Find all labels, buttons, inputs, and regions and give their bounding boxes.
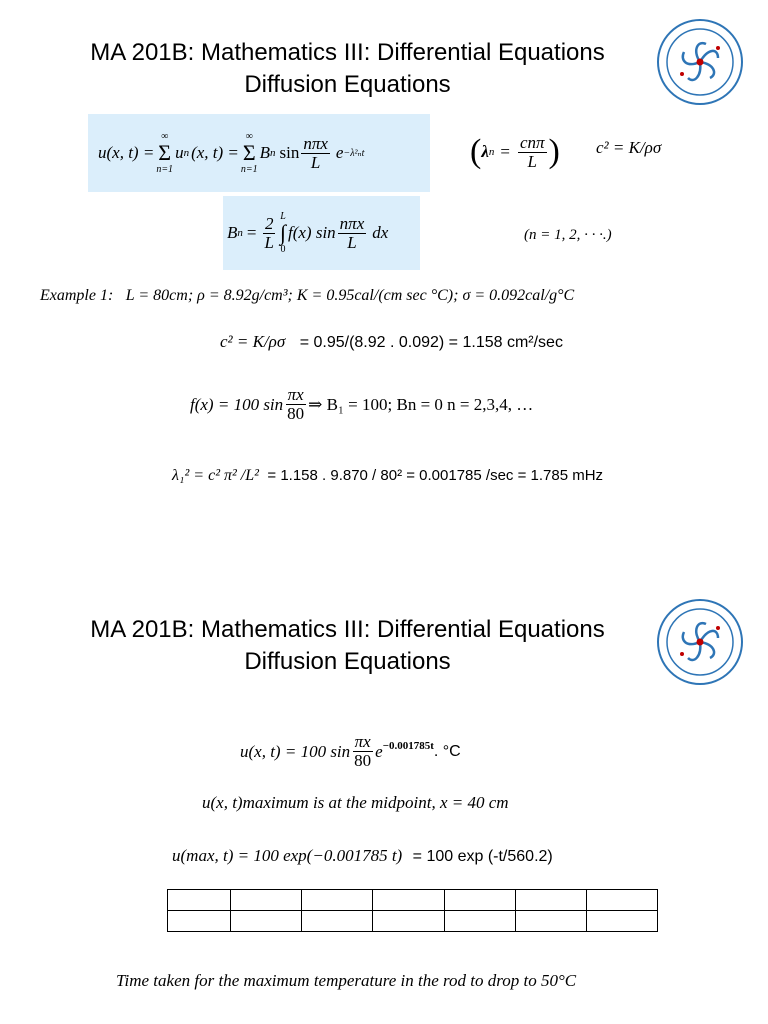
table-cell — [373, 890, 444, 911]
lambda-calc-rhs: = 1.158 . 9.870 / 80² = 0.001785 /sec = 1.785 mHz — [267, 467, 604, 484]
series-bn-sub: n — [270, 147, 276, 159]
c2-calc-lhs: c² = K/ρσ — [220, 332, 286, 351]
bn-formula-box — [223, 196, 420, 270]
table-cell — [373, 911, 444, 932]
table-cell — [302, 911, 373, 932]
series-exp-power: −λ²ₙt — [343, 147, 365, 159]
lambda-num: cnπ — [519, 132, 545, 152]
slide1-title-line1: MA 201B: Mathematics III: Differential Equations — [90, 39, 605, 66]
bn-coef-num: 2 — [264, 213, 274, 233]
slide2-title-line2: Diffusion Equations — [244, 648, 451, 675]
bn-fraction — [338, 215, 367, 252]
sol-fraction — [352, 733, 373, 770]
time-taken-text: Time taken for the maximum temperature in the rod to drop to 50°C — [116, 971, 577, 990]
integral-bottom: 0 — [280, 244, 286, 255]
sum-bottom-2: n=1 — [240, 164, 258, 175]
fx-lhs: f(x) = 100 sin — [190, 394, 284, 414]
series-un: u — [175, 143, 184, 162]
institute-logo — [656, 18, 744, 106]
lambda-calc-lhs: λ₁² = c² π² /L² — [172, 467, 259, 484]
table-row — [168, 911, 658, 932]
series-lhs: u(x, t) = — [98, 143, 155, 162]
n-range: (n = 1, 2, · · ·.) — [524, 227, 612, 243]
table-cell — [302, 890, 373, 911]
sum-symbol-2: ∞ Σ n=1 — [240, 131, 258, 175]
table-row — [168, 890, 658, 911]
series-formula-box — [88, 114, 430, 192]
bn-lhs-sub: n — [237, 227, 243, 239]
fx-den: 80 — [287, 404, 305, 423]
example-text: L = 80cm; ρ = 8.92g/cm³; K = 0.95cal/(cm sec °C); σ = 0.092cal/g°C — [125, 287, 575, 304]
table-cell — [168, 911, 231, 932]
sol-power: −0.001785t — [382, 739, 434, 752]
table-cell — [586, 890, 657, 911]
table-cell — [444, 890, 515, 911]
bn-lhs: B — [227, 223, 238, 242]
series-fraction — [301, 135, 330, 172]
midpoint-text: u(x, t)maximum is at the midpoint, x = 40 cm — [202, 793, 509, 812]
slide1-title-line2: Diffusion Equations — [244, 71, 451, 98]
series-bn: B — [259, 143, 271, 162]
slide2-title-line1: MA 201B: Mathematics III: Differential Equations — [90, 616, 605, 643]
lambda-fraction — [518, 134, 547, 171]
max-temperature-line — [172, 846, 553, 866]
sum-top-1: ∞ — [161, 131, 169, 142]
empty-table — [167, 889, 658, 932]
lambda-n-formula: ( λ n = $\frac{\text{cnπ}}{L}$ ) — [470, 132, 560, 171]
fx-rhs: ⇒ B₁ = 100; Bn = 0 n = 2,3,4, … — [308, 394, 534, 414]
series-exp: e — [335, 143, 344, 162]
max-lhs: u(max, t) = 100 exp(−0.001785 t) — [172, 846, 403, 865]
sum-bottom-1: n=1 — [156, 164, 174, 175]
series-frac-den: L — [310, 152, 321, 172]
max-rhs: = 100 exp (-t/560.2) — [412, 848, 553, 865]
bn-body: f(x) sin — [287, 223, 336, 242]
bn-dx: dx — [372, 223, 389, 242]
table-cell — [231, 890, 302, 911]
c2-calc-rhs: = 0.95/(8.92 . 0.092) = 1.158 cm²/sec — [299, 334, 563, 351]
bn-coef-fraction — [262, 215, 275, 252]
sol-exp: e — [375, 741, 383, 761]
bn-eq: = — [246, 223, 257, 242]
bn-frac-den: L — [347, 232, 357, 252]
c-squared-formula: c² = K/ρσ — [596, 138, 662, 157]
table-cell — [515, 911, 586, 932]
sol-den: 80 — [354, 751, 372, 770]
series-sin: sin — [279, 143, 300, 162]
integral-top: L — [280, 211, 286, 222]
lambda-eq: = — [500, 142, 510, 161]
table-cell — [231, 911, 302, 932]
lambda-sub: n — [488, 146, 495, 158]
sum-top-2: ∞ — [245, 131, 253, 142]
sol-num: πx — [354, 732, 371, 751]
lambda-calculation — [172, 467, 603, 485]
institute-logo-2 — [656, 598, 744, 686]
fx-fraction — [285, 386, 306, 423]
bn-frac-num: nπx — [339, 213, 365, 233]
sol-lhs: u(x, t) = 100 sin — [240, 741, 351, 761]
solution-formula — [240, 733, 461, 770]
example-label: Example 1: — [40, 287, 114, 304]
integral-symbol: L ∫ 0 — [279, 211, 286, 255]
c2-calculation — [220, 332, 563, 352]
bn-coef-den: L — [264, 232, 274, 252]
table-cell — [444, 911, 515, 932]
sol-unit: . °C — [433, 742, 461, 760]
example-line — [40, 287, 574, 305]
fx-line — [190, 386, 533, 423]
fx-num: πx — [287, 385, 304, 404]
table-cell — [515, 890, 586, 911]
sum-symbol-1: ∞ Σ n=1 — [156, 131, 174, 175]
series-frac-num: nπx — [303, 133, 328, 153]
table-cell — [586, 911, 657, 932]
series-un-args: (x, t) = — [191, 143, 239, 162]
lambda-den: L — [527, 151, 537, 171]
lambda-symbol: λ — [481, 142, 489, 161]
table-cell — [168, 890, 231, 911]
series-un-sub: n — [183, 147, 190, 159]
